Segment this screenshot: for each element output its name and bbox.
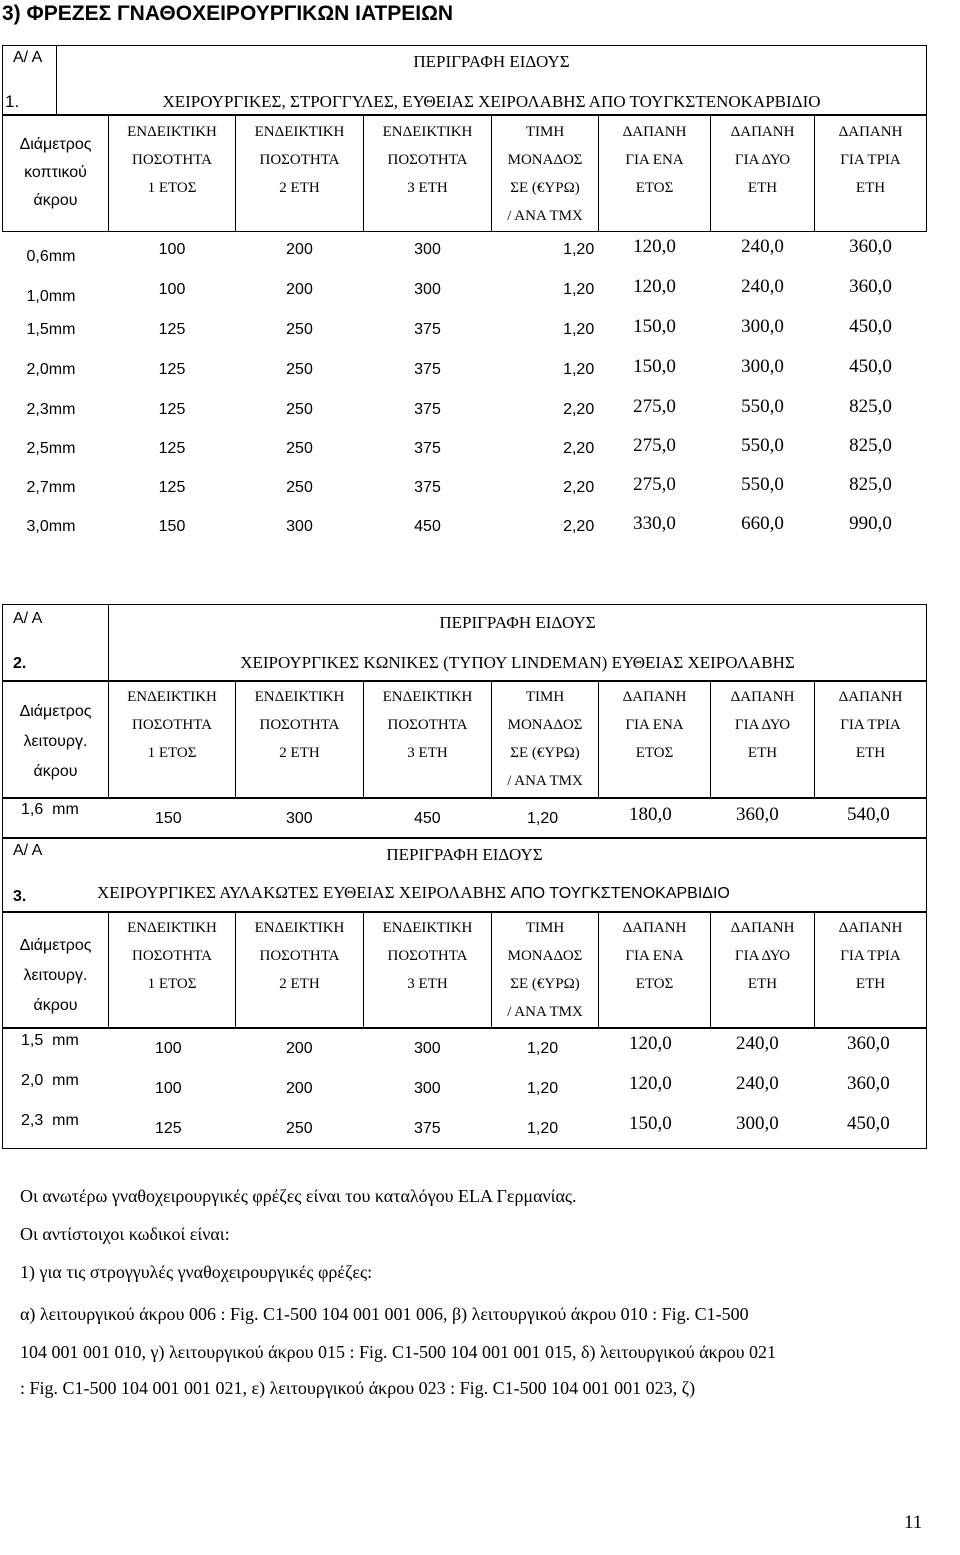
quantity-cell: 200 [286,1040,313,1057]
quantity-cell: 300 [414,1080,441,1097]
qty-header-2: ΕΝΔΕΙΚΤΙΚΗ ΠΟΣΟΤΗΤΑ 2 ΕΤΗ [254,920,345,992]
cost-cell: 550,0 [741,434,784,456]
table-row [3,1108,926,1148]
cost-header-2: ΔΑΠΑΝΗ ΓΙΑ ΔΥΟ ΕΤΗ [730,689,795,761]
table-row [3,232,927,272]
cost-cell: 150,0 [633,315,676,337]
description-heading: ΠΕΡΙΓΡΑΦΗ ΕΙΔΟΥΣ [386,845,543,864]
table-row [3,1068,926,1108]
quantity-cell: 150 [155,810,182,827]
cost-cell: 450,0 [849,315,892,337]
quantity-cell: 375 [414,478,441,496]
footer-line: 1) για τις στρογγυλές γναθοχειρουργικές φρέζες: [20,1262,373,1282]
cost-cell: 275,0 [633,395,676,417]
cost-cell: 120,0 [633,236,676,257]
cost-cell: 540,0 [847,804,890,825]
table-row [3,798,927,839]
cost-cell: 300,0 [741,315,784,337]
quantity-cell: 100 [155,1080,182,1097]
price-header: ΤΙΜΗ ΜΟΝΑΔΟΣ ΣΕ (€ΥΡΩ) / ΑΝΑ ΤΜΧ [507,124,583,224]
price-cell: 1,20 [563,241,595,258]
cost-cell: 275,0 [633,434,676,456]
quantity-cell: 375 [414,1120,441,1137]
diameter-cell: 1,6 mm [21,801,79,818]
quantity-cell: 250 [286,360,313,378]
cost-header-1: ΔΑΠΑΝΗ ΓΙΑ ΕΝΑ ΕΤΟΣ [622,689,687,761]
section-1-data-table [2,114,927,549]
description-cell [109,605,927,682]
quantity-cell: 250 [286,439,313,457]
cost-cell: 990,0 [849,512,892,534]
price-cell: 1,20 [527,1040,559,1057]
diameter-cell: 1,5mm [26,320,76,338]
diameter-cell: 0,6mm [26,248,76,265]
cost-cell: 825,0 [849,473,892,495]
price-cell: 1,20 [527,810,559,827]
section-number: 3. [13,888,27,905]
quantity-cell: 375 [414,360,441,378]
qty-header-1: ΕΝΔΕΙΚΤΙΚΗ ΠΟΣΟΤΗΤΑ 1 ΕΤΟΣ [127,124,217,196]
price-cell: 2,20 [563,439,595,457]
description-heading: ΠΕΡΙΓΡΑΦΗ ΕΙΔΟΥΣ [413,52,570,71]
qty-header-1: ΕΝΔΕΙΚΤΙΚΗ ΠΟΣΟΤΗΤΑ 1 ΕΤΟΣ [127,689,217,761]
price-cell: 2,20 [563,400,595,418]
quantity-cell: 300 [286,810,313,827]
diameter-cell: 3,0mm [26,517,76,535]
aa-label: Α/ Α [13,610,43,627]
section-number: 1. [5,92,20,111]
quantity-cell: 450 [414,810,441,827]
diameter-cell: 2,7mm [26,478,76,496]
diameter-cell: 2,3mm [26,400,76,418]
quantity-cell: 250 [286,400,313,418]
header-row [3,115,927,232]
cost-cell: 330,0 [633,512,676,534]
diameter-cell: 2,3 mm [21,1112,79,1129]
cost-header-3: ΔΑΠΑΝΗ ΓΙΑ ΤΡΙΑ ΕΤΗ [838,124,903,196]
cost-cell: 240,0 [736,1033,779,1054]
quantity-cell: 200 [286,1080,313,1097]
cost-cell: 550,0 [741,395,784,417]
section-description: ΧΕΙΡΟΥΡΓΙΚΕΣ ΚΩΝΙΚΕΣ (ΤΥΠΟΥ LINDEMAN) ΕΥΘΕΙΑΣ ΧΕΙΡΟΛΑΒΗΣ [240,653,795,672]
section-2-data-table [2,680,927,799]
price-header: ΤΙΜΗ ΜΟΝΑΔΟΣ ΣΕ (€ΥΡΩ) / ΑΝΑ ΤΜΧ [507,689,583,789]
aa-cell [3,605,109,682]
section-description: ΧΕΙΡΟΥΡΓΙΚΕΣ, ΣΤΡΟΓΓΥΛΕΣ, ΕΥΘΕΙΑΣ ΧΕΙΡΟΛΑΒΗΣ ΑΠΟ ΤΟΥΓΚΣΤΕΝΟΚΑΡΒΙΔΙΟ [162,92,821,111]
quantity-cell: 375 [414,400,441,418]
cost-header-3: ΔΑΠΑΝΗ ΓΙΑ ΤΡΙΑ ΕΤΗ [838,920,903,992]
cost-cell: 825,0 [849,395,892,417]
diameter-cell: 2,5mm [26,439,76,457]
header-row [3,681,927,799]
footer-line: 104 001 001 010, γ) λειτουργικού άκρου 015 : Fig. C1-500 104 001 001 015, δ) λειτουργικού άκρου 021 [20,1342,777,1362]
cost-cell: 550,0 [741,473,784,495]
cost-cell: 660,0 [741,512,784,534]
table-row [3,272,927,312]
page-number: 11 [904,1512,923,1533]
cost-cell: 120,0 [629,1073,672,1094]
footer-line: Οι αντίστοιχοι κωδικοί είναι: [20,1224,230,1244]
footer-line: Οι ανωτέρω γναθοχειρουργικές φρέζες είναι του καταλόγου ELA Γερμανίας. [20,1186,577,1206]
quantity-cell: 250 [286,478,313,496]
section-description: ΧΕΙΡΟΥΡΓΙΚΕΣ ΑΥΛΑΚΩΤΕΣ ΕΥΘΕΙΑΣ ΧΕΙΡΟΛΑΒΗΣ ΑΠΟ ΤΟΥΓΚΣΤΕΝΟΚΑΡΒΙΔΙΟ [97,883,730,902]
cost-cell: 150,0 [633,355,676,377]
section-3-data-table [2,911,927,1029]
price-cell: 1,20 [527,1080,559,1097]
cost-cell: 275,0 [633,473,676,495]
aa-cell [3,46,57,116]
description-heading: ΠΕΡΙΓΡΑΦΗ ΕΙΔΟΥΣ [439,613,596,632]
quantity-cell: 125 [158,439,186,457]
cost-cell: 300,0 [736,1113,779,1134]
section-2-table [2,604,927,682]
quantity-cell: 125 [158,320,186,338]
quantity-cell: 125 [155,1120,182,1137]
qty-header-2: ΕΝΔΕΙΚΤΙΚΗ ΠΟΣΟΤΗΤΑ 2 ΕΤΗ [254,124,345,196]
diameter-cell: 1,0mm [26,287,76,305]
table-row [3,392,927,431]
quantity-cell: 125 [158,360,186,378]
cost-header-1: ΔΑΠΑΝΗ ΓΙΑ ΕΝΑ ΕΤΟΣ [622,124,687,196]
aa-label: Α/ Α [13,842,43,859]
header-row [3,912,927,1029]
cost-cell: 360,0 [847,1073,890,1094]
diameter-header: Διάμετρος κοπτικού άκρου [19,136,92,209]
quantity-cell: 100 [158,280,186,298]
description-cell [3,838,927,913]
price-cell: 1,20 [563,280,595,298]
diameter-header: Διάμετρος λειτουργ. άκρου [19,937,92,1014]
quantity-cell: 375 [414,439,441,457]
cost-cell: 360,0 [849,275,892,297]
cost-cell: 450,0 [847,1113,890,1134]
quantity-cell: 300 [414,280,441,298]
quantity-cell: 300 [286,517,313,535]
cost-cell: 120,0 [629,1033,672,1054]
description-cell [57,46,927,116]
rows-cell [3,1028,927,1149]
price-cell: 1,20 [527,1120,559,1137]
footer-line: : Fig. C1-500 104 001 001 021, ε) λειτουργικού άκρου 023 : Fig. C1-500 104 001 001 023, ζ) [20,1378,696,1398]
footer-line: α) λειτουργικού άκρου 006 : Fig. C1-500 104 001 001 006, β) λειτουργικού άκρου 010 : Fig. C1-500 [20,1304,749,1324]
price-cell: 1,20 [563,360,595,378]
qty-header-1: ΕΝΔΕΙΚΤΙΚΗ ΠΟΣΟΤΗΤΑ 1 ΕΤΟΣ [127,920,217,992]
quantity-cell: 100 [158,241,186,258]
table-row [3,312,927,352]
diameter-cell: 1,5 mm [21,1032,79,1049]
qty-header-2: ΕΝΔΕΙΚΤΙΚΗ ΠΟΣΟΤΗΤΑ 2 ΕΤΗ [254,689,345,761]
table-row [3,470,927,509]
table-row [3,1028,926,1068]
cost-cell: 180,0 [629,804,672,825]
table-row [3,352,927,392]
section-1-table [2,45,927,116]
table-row [3,509,927,549]
cost-header-2: ΔΑΠΑΝΗ ΓΙΑ ΔΥΟ ΕΤΗ [730,920,795,992]
table-row [3,431,927,470]
cost-cell: 120,0 [633,275,676,297]
quantity-cell: 125 [158,478,186,496]
cost-cell: 240,0 [741,275,784,297]
cost-header-3: ΔΑΠΑΝΗ ΓΙΑ ΤΡΙΑ ΕΤΗ [838,689,903,761]
section-3-table [2,837,927,913]
cost-header-1: ΔΑΠΑΝΗ ΓΙΑ ΕΝΑ ΕΤΟΣ [622,920,687,992]
cost-cell: 360,0 [736,804,779,825]
cost-cell: 300,0 [741,355,784,377]
quantity-cell: 375 [414,320,441,338]
cost-cell: 360,0 [849,236,892,257]
quantity-cell: 150 [158,517,186,535]
cost-cell: 450,0 [849,355,892,377]
quantity-cell: 200 [286,280,313,298]
quantity-cell: 300 [414,241,441,258]
section-number: 2. [13,655,27,672]
diameter-cell: 2,0 mm [21,1072,79,1089]
quantity-cell: 125 [158,400,186,418]
section-3-rows-table [2,1027,927,1149]
quantity-cell: 200 [286,241,313,258]
aa-label: Α/ Α [13,49,43,66]
cost-cell: 240,0 [736,1073,779,1094]
section-2-row-table [2,797,927,839]
qty-header-3: ΕΝΔΕΙΚΤΙΚΗ ΠΟΣΟΤΗΤΑ 3 ΕΤΗ [382,124,473,196]
quantity-cell: 250 [286,1120,313,1137]
cost-cell: 150,0 [629,1113,672,1134]
price-cell: 2,20 [563,517,595,535]
price-cell: 2,20 [563,478,595,496]
cost-cell: 360,0 [847,1033,890,1054]
cost-cell: 240,0 [741,236,784,257]
quantity-cell: 100 [155,1040,182,1057]
page-title: 3) ΦΡΕΖΕΣ ΓΝΑΘΟΧΕΙΡΟΥΡΓΙΚΩΝ ΙΑΤΡΕΙΩΝ [2,2,454,25]
cost-header-2: ΔΑΠΑΝΗ ΓΙΑ ΔΥΟ ΕΤΗ [730,124,795,196]
diameter-header: Διάμετρος λειτουργ. άκρου [19,703,92,780]
price-header: ΤΙΜΗ ΜΟΝΑΔΟΣ ΣΕ (€ΥΡΩ) / ΑΝΑ ΤΜΧ [507,920,583,1020]
qty-header-3: ΕΝΔΕΙΚΤΙΚΗ ΠΟΣΟΤΗΤΑ 3 ΕΤΗ [382,689,473,761]
quantity-cell: 300 [414,1040,441,1057]
quantity-cell: 250 [286,320,313,338]
qty-header-3: ΕΝΔΕΙΚΤΙΚΗ ΠΟΣΟΤΗΤΑ 3 ΕΤΗ [382,920,473,992]
diameter-cell: 2,0mm [26,360,76,378]
footer-notes [20,1186,960,1414]
quantity-cell: 450 [414,517,441,535]
cost-cell: 825,0 [849,434,892,456]
price-cell: 1,20 [563,320,595,338]
